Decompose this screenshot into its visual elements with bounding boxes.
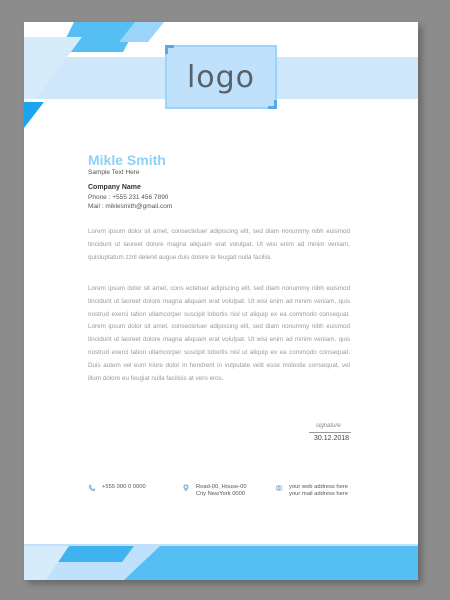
footer-address-line: Road-00, House-00 (196, 484, 247, 490)
logo-corner-mark (165, 45, 174, 54)
logo-text: logo (186, 59, 256, 95)
location-pin-icon (182, 484, 190, 492)
letterhead-page (24, 22, 418, 580)
header-corner-light (24, 37, 82, 99)
phone-icon (88, 484, 96, 492)
footer-decoration (24, 540, 418, 580)
sender-name: Mikle Smith (88, 152, 166, 168)
globe-icon (275, 484, 283, 492)
footer-mail-address: your mail address here (289, 491, 348, 497)
footer-phone (88, 484, 146, 492)
body-paragraph: Lorem ipsum dolor sit amet, consectetuer adipiscing elit, sed diam nonummy nibh euismod tincidunt ut laoreet dolore magna aliquam erat volutpat. Ut wisi enim ad minim veniam, quisluptatum zzril delenit augue duis dolore te feugait nulla facilisi. (88, 228, 350, 261)
footer-web-address: your web address here (289, 484, 348, 490)
footer-address (182, 484, 247, 498)
sender-mail: Mail : miklesmith@gmail.com (88, 203, 173, 210)
company-name: Company Name (88, 184, 141, 191)
header-corner-dark (24, 102, 44, 128)
footer-web (275, 484, 348, 498)
footer-corner-light (24, 546, 69, 580)
logo-corner-mark (268, 100, 277, 109)
signature-date: 30.12.2018 (314, 435, 350, 442)
signature-line (309, 432, 351, 433)
footer-address-line: City NewYork 0000 (196, 491, 246, 497)
logo (165, 45, 277, 109)
sender-phone: Phone : +555 231 456 7890 (88, 194, 169, 201)
signature-label: signature (316, 423, 341, 429)
footer-phone-text: +555 000 0 0000 (102, 484, 146, 490)
body-paragraph: Lorem ipsum dolor sit amet, cons ectetuer adipiscing elit, sed diam nonummy nibh euismod tincidunt ut laoreet dolore magna aliquam erat volutpat. Ut wisi enim ad minim veniam, quis nostrud exerci tation ullamcorper suscipit lobortis nisl ut aliquip ex ea commodo consequat. Lorem ipsum dolor sit amet, consectetuer adipiscing elit, sed diam nonummy nibh euismod tincidunt ut laoreet dolore magna aliquam erat volutpat. Ut wisi enim ad minim veniam, quis nostrud exerci tation ullamcorper suscipit lobortis nisl ut aliquip ex ea commodo consequat. Duis autem vel eum iriure dolor in hendrerit in vulputate velit esse molestie consequat, vel illum dolore eu feugiat nulla facilisis at vero eros. (88, 285, 350, 382)
sender-tagline: Sample Text Here (88, 169, 140, 176)
